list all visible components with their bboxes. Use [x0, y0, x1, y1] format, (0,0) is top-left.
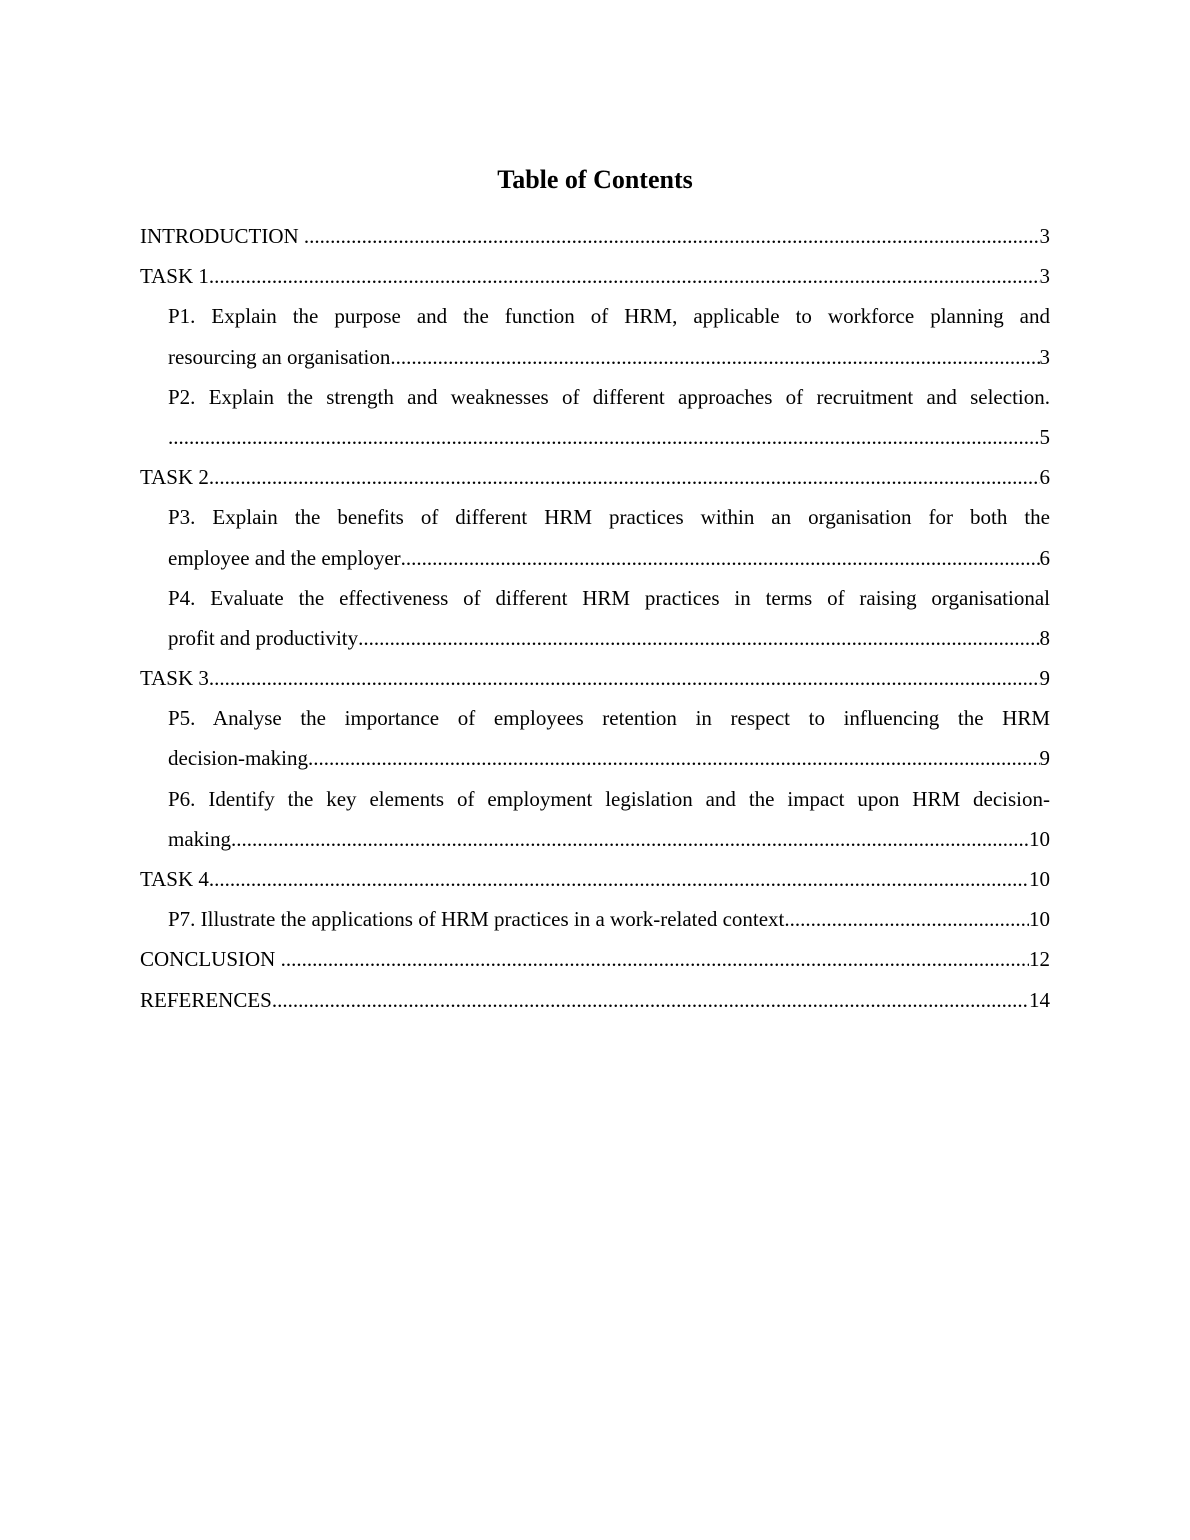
toc-entry-text-line1: P5. Analyse the importance of employees retention in respect to influencing the HRM: [168, 706, 1050, 731]
toc-entry-text-line2: making: [168, 826, 231, 851]
toc-page-number: 6: [1039, 465, 1050, 490]
toc-page-number: 14: [1029, 987, 1050, 1012]
toc-entry-text-line2: decision-making: [168, 746, 308, 771]
toc-entry-text: REFERENCES: [140, 987, 272, 1012]
toc-entry-text-line2-row: [168, 538, 1050, 578]
dot-leader: [231, 819, 1029, 859]
toc-entry-p3[interactable]: [140, 497, 1050, 577]
toc-entry-text: P7. Illustrate the applications of HRM practices in a work-related context: [168, 907, 785, 932]
toc-entry-task-3[interactable]: [140, 658, 1050, 698]
toc-page-number: 10: [1029, 826, 1050, 851]
toc-entry-text-line2-row: [168, 738, 1050, 778]
toc-entry-text-line1: P6. Identify the key elements of employment legislation and the impact upon HRM decision-: [168, 786, 1050, 811]
toc-page-number: 6: [1039, 545, 1050, 570]
toc-entry-text-line2-row: [168, 417, 1050, 457]
toc-entry-text: TASK 3: [140, 666, 209, 691]
dot-leader: [390, 337, 1039, 377]
dot-leader: [209, 658, 1040, 698]
toc-entry-text-line2-row: [168, 819, 1050, 859]
table-of-contents: [140, 216, 1050, 1020]
toc-page-number: 10: [1029, 867, 1050, 891]
toc-entry-text: TASK 4: [140, 867, 209, 891]
toc-page-number: 3: [1039, 224, 1050, 248]
toc-entry-p4[interactable]: [140, 578, 1050, 658]
dot-leader: [209, 256, 1040, 296]
toc-entry-text: CONCLUSION: [140, 947, 281, 972]
dot-leader: [784, 899, 1029, 939]
toc-entry-conclusion[interactable]: [140, 939, 1050, 979]
dot-leader: [209, 457, 1040, 497]
toc-page-number: 9: [1039, 666, 1050, 691]
toc-entry-p7[interactable]: [168, 899, 1050, 939]
toc-entry-text-line1: P3. Explain the benefits of different HRM practices within an organisation for both the: [168, 505, 1050, 530]
toc-entry-text-line1: P1. Explain the purpose and the function of HRM, applicable to workforce planning and: [168, 304, 1050, 329]
toc-entry-task-2[interactable]: [140, 457, 1050, 497]
dot-leader: [281, 939, 1029, 979]
toc-entry-text-line2-row: [168, 337, 1050, 377]
dot-leader: [358, 618, 1039, 658]
toc-page-number: 10: [1029, 907, 1050, 932]
dot-leader: [401, 538, 1040, 578]
toc-entry-p6[interactable]: [140, 779, 1050, 859]
toc-entry-p5[interactable]: [140, 698, 1050, 778]
toc-entry-text-line1: P4. Evaluate the effectiveness of different HRM practices in terms of raising organisational: [168, 585, 1050, 610]
toc-entry-text-line1: P2. Explain the strength and weaknesses of different approaches of recruitment and selection.: [168, 384, 1050, 409]
toc-title: Table of Contents: [497, 165, 693, 194]
toc-entry-references[interactable]: [140, 980, 1050, 1020]
toc-entry-p1[interactable]: [140, 296, 1050, 376]
toc-entry-p2[interactable]: [140, 377, 1050, 457]
dot-leader: [304, 216, 1040, 256]
toc-page-number: 3: [1039, 344, 1050, 369]
toc-entry-text-line2-row: [168, 618, 1050, 658]
toc-entry-text-line2: profit and productivity: [168, 625, 359, 650]
toc-entry-introduction[interactable]: [140, 216, 1050, 256]
toc-entry-text-line2: employee and the employer: [168, 545, 401, 570]
toc-entry-task-4[interactable]: [140, 859, 1050, 899]
toc-entry-text: TASK 1: [140, 264, 209, 289]
toc-entry-text-line2: resourcing an organisation: [168, 344, 391, 369]
dot-leader: [209, 859, 1029, 899]
toc-entry-task-1[interactable]: [140, 256, 1050, 296]
dot-leader: [308, 738, 1040, 778]
toc-entry-text: INTRODUCTION: [140, 224, 304, 248]
toc-entry-text: TASK 2: [140, 465, 209, 490]
toc-page-number: 9: [1039, 746, 1050, 771]
dot-leader: [272, 980, 1029, 1020]
toc-page-number: 3: [1039, 264, 1050, 289]
toc-page-number: 8: [1039, 625, 1050, 650]
toc-page-number: 5: [1039, 424, 1050, 449]
toc-page-number: 12: [1029, 947, 1050, 972]
dot-leader: [168, 417, 1040, 457]
